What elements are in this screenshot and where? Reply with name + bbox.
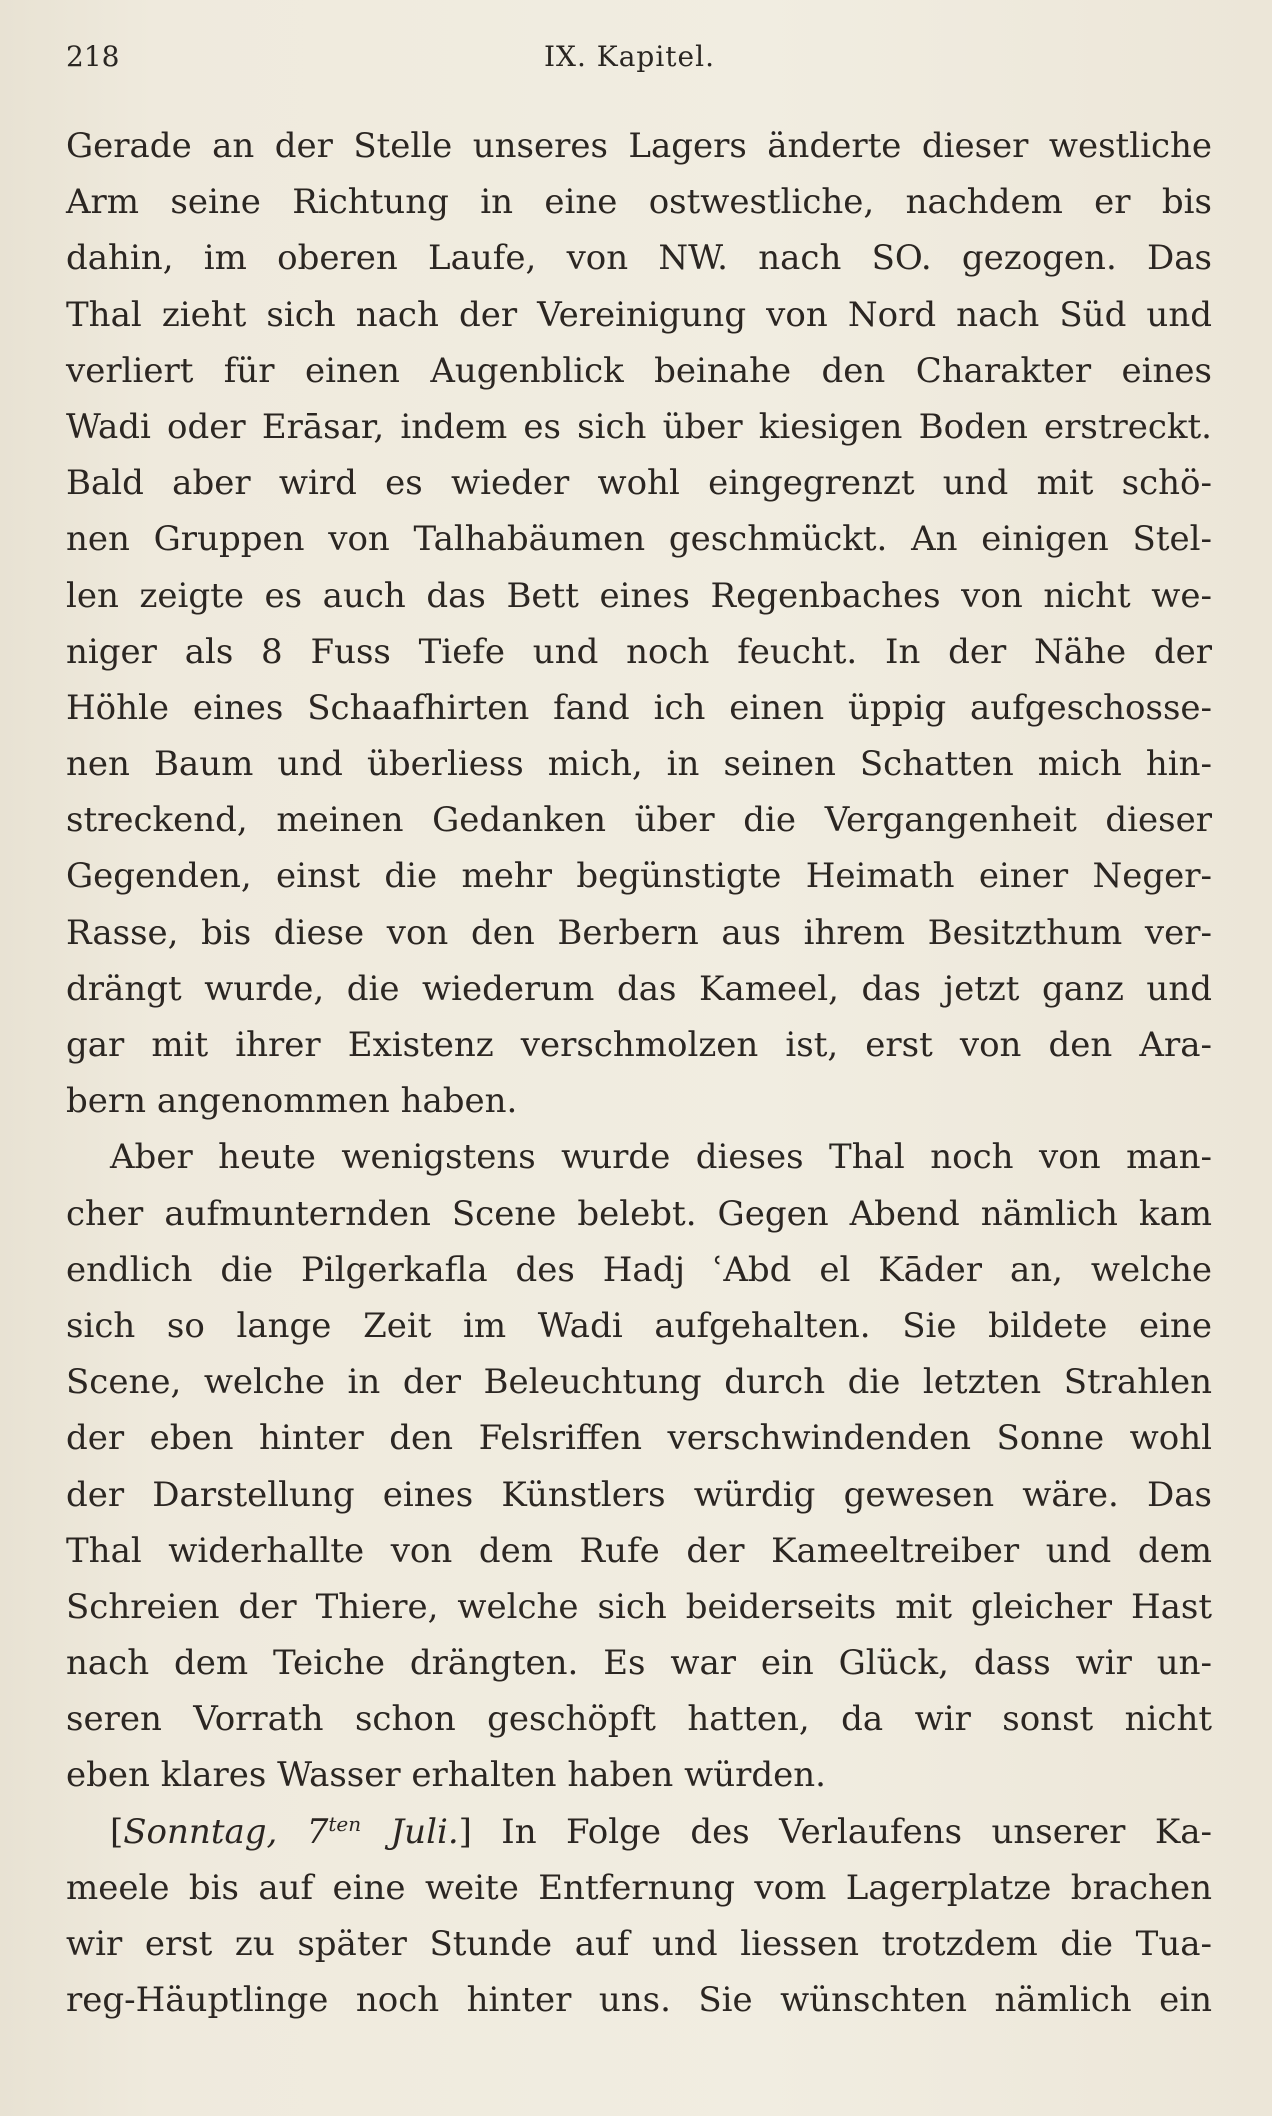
text-line: Aber heute wenigstens wurde dieses Thal noch von man- [110,1137,1212,1178]
text-line: verliert für einen Augenblick beinahe den Charakter eines [66,350,1212,391]
text-line: dahin, im oberen Laufe, von NW. nach SO. gezogen. Das [66,238,1212,279]
text-line: Thal widerhallte von dem Rufe der Kameeltreiber und dem [66,1530,1212,1571]
text-line: nen Baum und überliess mich, in seinen Schatten mich hin- [66,744,1212,785]
date-ordinal-suffix: ten [328,1811,362,1836]
text-line: len zeigte es auch das Bett eines Regenbaches von nicht we- [66,575,1212,616]
text-line: niger als 8 Fuss Tiefe und noch feucht. In der Nähe der [66,631,1212,672]
text-line: wir erst zu später Stunde auf und liessen trotzdem die Tua- [66,1924,1212,1964]
text-line: Rasse, bis diese von den Berbern aus ihrem Besitzthum ver- [66,912,1212,953]
text-line: endlich die Pilgerkafla des Hadj ʿAbd el Kāder an, welche [66,1249,1212,1290]
text-line: drängt wurde, die wiederum das Kameel, das jetzt ganz und [66,968,1212,1009]
text-line: Gegenden, einst die mehr begünstigte Heimath einer Neger- [66,856,1212,897]
page-header [66,40,1206,80]
text-line: Thal zieht sich nach der Vereinigung von Nord nach Süd und [66,294,1212,335]
page-number: 218 [66,40,120,73]
text-line: cher aufmunternden Scene belebt. Gegen Abend nämlich kam [66,1193,1212,1234]
text-line: sich so lange Zeit im Wadi aufgehalten. Sie bildete eine [66,1305,1212,1346]
text-line: der eben hinter den Felsriffen verschwindenden Sonne wohl [66,1418,1212,1459]
text-line: eben klares Wasser erhalten haben würden. [66,1755,826,1796]
text-line: Wadi oder Erāsar, indem es sich über kiesigen Boden erstreckt. [66,406,1212,447]
text-line: reg-Häuptlinge noch hinter uns. Sie wünschten nämlich ein [66,1980,1212,2021]
text-line: bern angenommen haben. [66,1081,518,1122]
text-line: Höhle eines Schaafhirten fand ich einen üppig aufgeschosse- [66,687,1212,728]
text-line: Schreien der Thiere, welche sich beiderseits mit gleicher Hast [66,1586,1212,1627]
text-line: Bald aber wird es wieder wohl eingegrenzt und mit schö- [66,463,1212,504]
text-line: Gerade an der Stelle unseres Lagers änderte dieser westliche [66,126,1212,166]
text-line: streckend, meinen Gedanken über die Vergangenheit dieser [66,800,1212,841]
text-line: meele bis auf eine weite Entfernung vom Lagerplatze brachen [66,1867,1212,1908]
text-line: nen Gruppen von Talhabäumen geschmückt. An einigen Stel- [66,519,1212,560]
date-bracket-close: ] [458,1811,472,1852]
date-month: Juli. [361,1811,459,1852]
date-bracket-open: [ [110,1811,124,1852]
running-head: IX. Kapitel. [544,40,715,73]
text-line: Arm seine Richtung in eine ostwestliche, nachdem er bis [66,182,1212,223]
body-text [66,118,1212,2028]
date-day: Sonntag, 7 [123,1811,329,1852]
text-line: nach dem Teiche drängten. Es war ein Glück, dass wir un- [66,1643,1212,1684]
text-line-rest: In Folge des Verlaufens unserer Ka- [471,1811,1212,1852]
text-line: gar mit ihrer Existenz verschmolzen ist, erst von den Ara- [66,1025,1212,1065]
text-line-dated [66,1804,1212,1860]
text-line: der Darstellung eines Künstlers würdig gewesen wäre. Das [66,1474,1212,1515]
text-line: Scene, welche in der Beleuchtung durch die letzten Strahlen [66,1362,1212,1403]
text-line: seren Vorrath schon geschöpft hatten, da wir sonst nicht [66,1699,1212,1740]
